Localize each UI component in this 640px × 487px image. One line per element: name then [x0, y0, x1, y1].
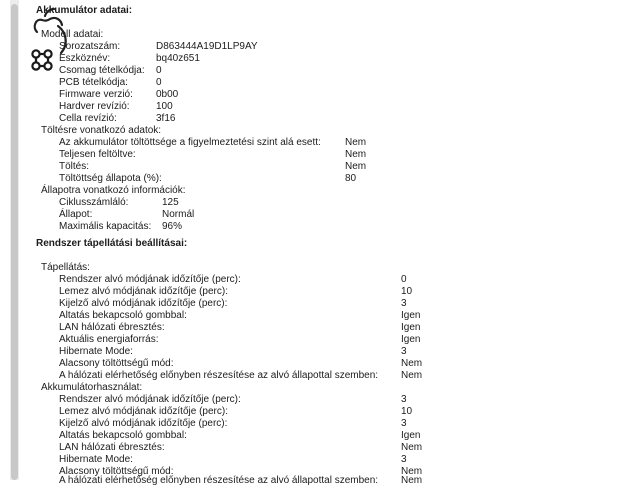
health-row-label: Ciklusszámláló: — [59, 197, 129, 208]
battery-power-row-value: 3 — [401, 418, 407, 429]
battery-power-row-label: A hálózati elérhetőség előnyben részesítése az alvó állapottal szemben: — [59, 475, 379, 486]
battery-power-row-label: Altatás bekapcsoló gombbal: — [59, 430, 187, 441]
battery-power-row-value: 3 — [401, 394, 407, 405]
charge-row-label: Töltöttség állapota (%): — [59, 173, 162, 184]
ac-row-label: Aktuális energiaforrás: — [59, 334, 159, 345]
ac-row-value: 10 — [401, 286, 413, 297]
battery-power-row-value: Nem — [401, 442, 423, 453]
battery-power-row-label: Rendszer alvó módjának időzítője (perc): — [59, 394, 241, 405]
ac-row-label: Lemez alvó módjának időzítője (perc): — [59, 286, 228, 297]
model-row-value: 100 — [156, 101, 173, 112]
ac-row-value: Igen — [401, 322, 421, 333]
model-row-label: Eszköznév: — [59, 53, 111, 64]
power-section-title: Rendszer tápellátási beállításai: — [36, 238, 188, 249]
model-row-label: Hardver revízió: — [59, 101, 130, 112]
ac-row-label: Hibernate Mode: — [59, 346, 133, 357]
charge-row-label: Az akkumulátor töltöttsége a figyelmeztetési szint alá esett: — [59, 137, 321, 148]
battery-power-row-value: 3 — [401, 454, 407, 465]
charge-row-value: Nem — [345, 137, 367, 148]
ac-power-title: Tápellátás: — [41, 262, 90, 273]
charge-row-label: Töltés: — [59, 161, 90, 172]
health-row-value: 125 — [162, 197, 179, 208]
battery-power-title: Akkumulátorhasználat: — [41, 382, 143, 393]
scrollbar-thumb[interactable] — [11, 4, 18, 480]
battery-power-row-value: Igen — [401, 430, 421, 441]
ac-row-label: Alacsony töltöttségű mód: — [59, 358, 174, 369]
model-row-value: 0 — [156, 77, 162, 88]
ac-row-label: A hálózati elérhetőség előnyben részesítése az alvó állapottal szemben: — [59, 370, 379, 381]
battery-power-row-value: 10 — [401, 406, 413, 417]
battery-power-row-value: Nem — [401, 466, 423, 477]
health-row-value: 96% — [162, 221, 183, 232]
model-row-label: PCB tételkódja: — [59, 77, 128, 88]
model-row-label: Sorozatszám: — [59, 41, 121, 52]
model-row-value: D863444A19D1LP9AY — [156, 41, 258, 52]
battery-power-row-label: LAN hálózati ébresztés: — [59, 442, 165, 453]
ac-row-value: 3 — [401, 298, 407, 309]
charge-row-value: 80 — [345, 173, 357, 184]
battery-power-row-label: Hibernate Mode: — [59, 454, 133, 465]
charge-row-value: Nem — [345, 149, 367, 160]
vertical-scrollbar[interactable] — [10, 0, 19, 480]
model-row-label: Cella revízió: — [59, 113, 117, 124]
model-row-label: Firmware verzió: — [59, 89, 133, 100]
health-row-value: Normál — [162, 209, 195, 220]
battery-power-row-label: Lemez alvó módjának időzítője (perc): — [59, 406, 228, 417]
battery-power-row-label: Alacsony töltöttségű mód: — [59, 466, 174, 477]
model-row-value: bq40z651 — [156, 53, 200, 64]
charge-row-value: Nem — [345, 161, 367, 172]
health-row-label: Állapot: — [59, 209, 93, 220]
ac-row-value: Nem — [401, 370, 423, 381]
ac-row-value: Igen — [401, 334, 421, 345]
model-info-title: Modell adatai: — [41, 29, 104, 40]
health-row-label: Maximális kapacitás: — [59, 221, 152, 232]
ac-row-label: Rendszer alvó módjának időzítője (perc): — [59, 274, 241, 285]
command-key-icon — [32, 50, 51, 69]
ac-row-value: 3 — [401, 346, 407, 357]
ac-row-value: 0 — [401, 274, 407, 285]
battery-section-title: Akkumulátor adatai: — [36, 5, 133, 16]
ac-row-label: Altatás bekapcsoló gombbal: — [59, 310, 187, 321]
model-row-value: 0 — [156, 65, 162, 76]
charge-info-title: Töltésre vonatkozó adatok: — [41, 125, 162, 136]
ac-row-value: Nem — [401, 358, 423, 369]
health-info-title: Állapotra vonatkozó információk: — [41, 185, 186, 196]
ac-row-label: LAN hálózati ébresztés: — [59, 322, 165, 333]
model-row-label: Csomag tételkódja: — [59, 65, 145, 76]
ac-row-value: Igen — [401, 310, 421, 321]
battery-power-row-value: Nem — [401, 475, 423, 486]
charge-row-label: Teljesen feltöltve: — [59, 149, 136, 160]
model-row-value: 0b00 — [156, 89, 179, 100]
ac-row-label: Kijelző alvó módjának időzítője (perc): — [59, 298, 228, 309]
model-row-value: 3f16 — [156, 113, 176, 124]
battery-power-row-label: Kijelző alvó módjának időzítője (perc): — [59, 418, 228, 429]
